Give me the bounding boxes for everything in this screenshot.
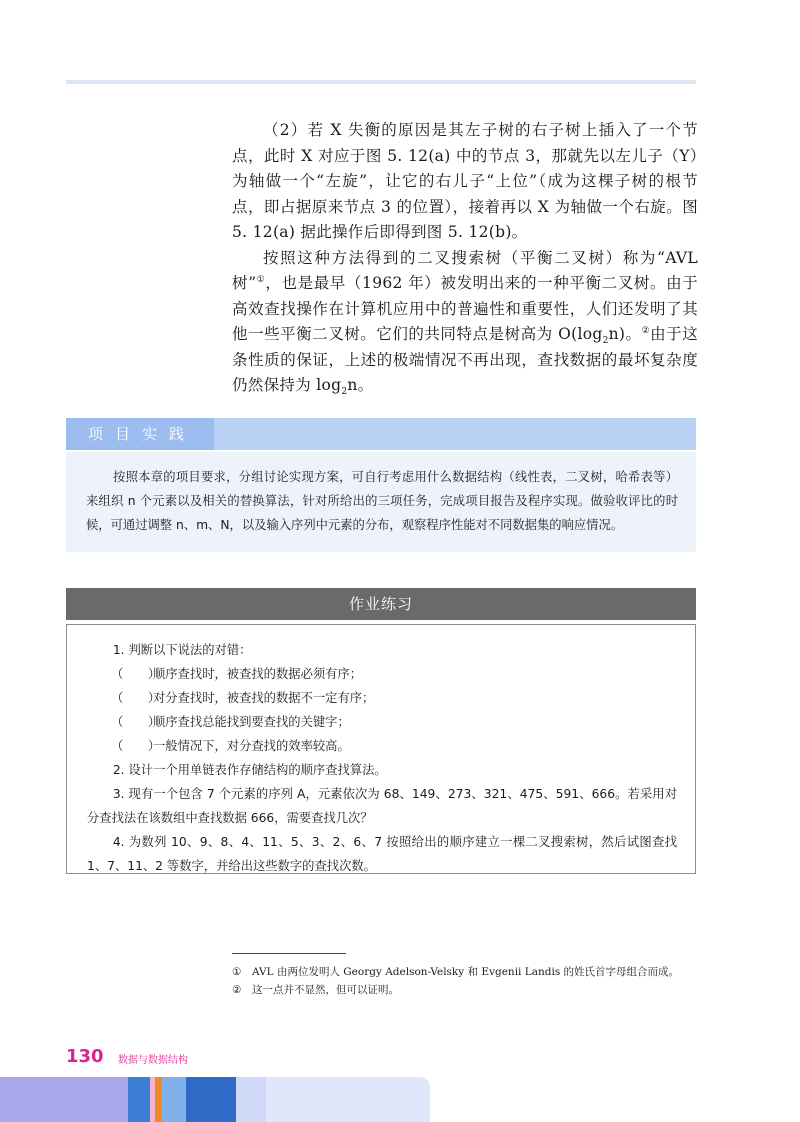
p2-e: n。 xyxy=(347,376,374,394)
tf-statement: 对分查找时，被查找的数据不一定有序； xyxy=(153,691,375,705)
tf-statement: 一般情况下，对分查找的效率较高。 xyxy=(153,739,350,753)
paragraph-1: （2）若 X 失衡的原因是其左子树的右子树上插入了一个节点，此时 X 对应于图 5. 12(a) 中的节点 3，那就先以左儿子（Y）为轴做一个“左旋”，让它的右儿子“上位”（成为这棵子树的根节点，即占据原来节点 3 的位置），接着再以 X 为轴做一个右旋。图 5. 12(a) 据此操作后即得到图 5. 12(b)。 xyxy=(232,121,698,241)
footnote-mark: ① xyxy=(232,966,242,978)
tf-item xyxy=(87,710,677,734)
p2-c: n)。 xyxy=(608,325,642,343)
question-1: 1. 判断以下说法的对错： xyxy=(112,643,252,657)
tf-item xyxy=(87,686,677,710)
answer-blank: （ ） xyxy=(111,715,161,729)
footer-band xyxy=(162,1077,186,1122)
question-3: 3. 现有一个包含 7 个元素的序列 A，元素依次为 68、149、273、321、475、591、666。若采用对分查找法在该数组中查找数据 666，需要查找几次？ xyxy=(87,787,677,825)
answer-blank: （ ） xyxy=(111,691,161,705)
footer-band xyxy=(128,1077,150,1122)
footnote-2 xyxy=(232,981,679,999)
answer-blank: （ ） xyxy=(111,667,161,681)
tf-item xyxy=(87,662,677,686)
question-4: 4. 为数列 10、9、8、4、11、5、3、2、6、7 按照给出的顺序建立一棵二叉搜索树，然后试图查找 1、7、11、2 等数字，并给出这些数字的查找次数。 xyxy=(87,835,677,873)
tf-statement: 顺序查找时，被查找的数据必须有序； xyxy=(153,667,363,681)
p2-d: 由于这条性质的保证，上述的极端情况不再出现，查找数据的最坏复杂度仍然保持为 log xyxy=(232,325,698,394)
tf-statement: 顺序查找总能找到要查找的关键字； xyxy=(153,715,350,729)
p2-b: ，也是最早（1962 年）被发明出来的一种平衡二叉树。由于高效查找操作在计算机应用中的普遍性和重要性，人们还发明了其他一些平衡二叉树。它们的共同特点是树高为 O(log xyxy=(232,274,698,343)
page-number: 130 xyxy=(66,1046,104,1067)
p2-a: 按照这种方法得到的二叉搜索树（平衡二叉树）称为“AVL 树” xyxy=(232,248,698,292)
footnote-divider xyxy=(232,953,346,954)
body-text xyxy=(232,118,698,399)
footer-band xyxy=(236,1077,266,1122)
log-subscript-2: 2 xyxy=(341,387,348,398)
running-title: 数据与数据结构 xyxy=(118,1055,188,1066)
footnote-text: AVL 由两位发明人 Georgy Adelson-Velsky 和 Evgenii Landis 的姓氏首字母组合而成。 xyxy=(252,966,680,978)
question-2: 2. 设计一个用单链表作存储结构的顺序查找算法。 xyxy=(112,763,387,777)
project-practice-title: 项目实践 xyxy=(66,418,214,450)
tf-item xyxy=(87,734,677,758)
paragraph-2 xyxy=(232,246,698,399)
footnotes xyxy=(232,963,679,999)
answer-blank: （ ） xyxy=(111,739,161,753)
project-practice-header xyxy=(66,418,696,450)
project-practice-box xyxy=(66,452,696,552)
homework-box xyxy=(66,624,696,874)
top-rule xyxy=(66,80,696,84)
footnote-ref-1: ① xyxy=(256,274,266,285)
footnote-1 xyxy=(232,963,679,981)
footnote-mark: ② xyxy=(232,984,242,996)
footer-band xyxy=(186,1077,236,1122)
project-practice-text: 按照本章的项目要求，分组讨论实现方案，可自行考虑用什么数据结构（线性表，二叉树，哈希表等）来组织 n 个元素以及相关的替换算法，针对所给出的三项任务，完成项目报告及程序实现。做验收评比的时候，可通过调整 n、m、N，以及输入序列中元素的分布，观察程序性能对不同数据集的响应情况。 xyxy=(86,470,678,532)
log-subscript-1: 2 xyxy=(602,336,609,347)
footer-band xyxy=(155,1077,162,1122)
homework-header: 作业练习 xyxy=(66,588,696,620)
footer-band xyxy=(0,1077,128,1122)
footer-band xyxy=(266,1077,430,1122)
footnote-text: 这一点并不显然，但可以证明。 xyxy=(252,984,399,996)
footnote-ref-2: ② xyxy=(641,325,651,336)
